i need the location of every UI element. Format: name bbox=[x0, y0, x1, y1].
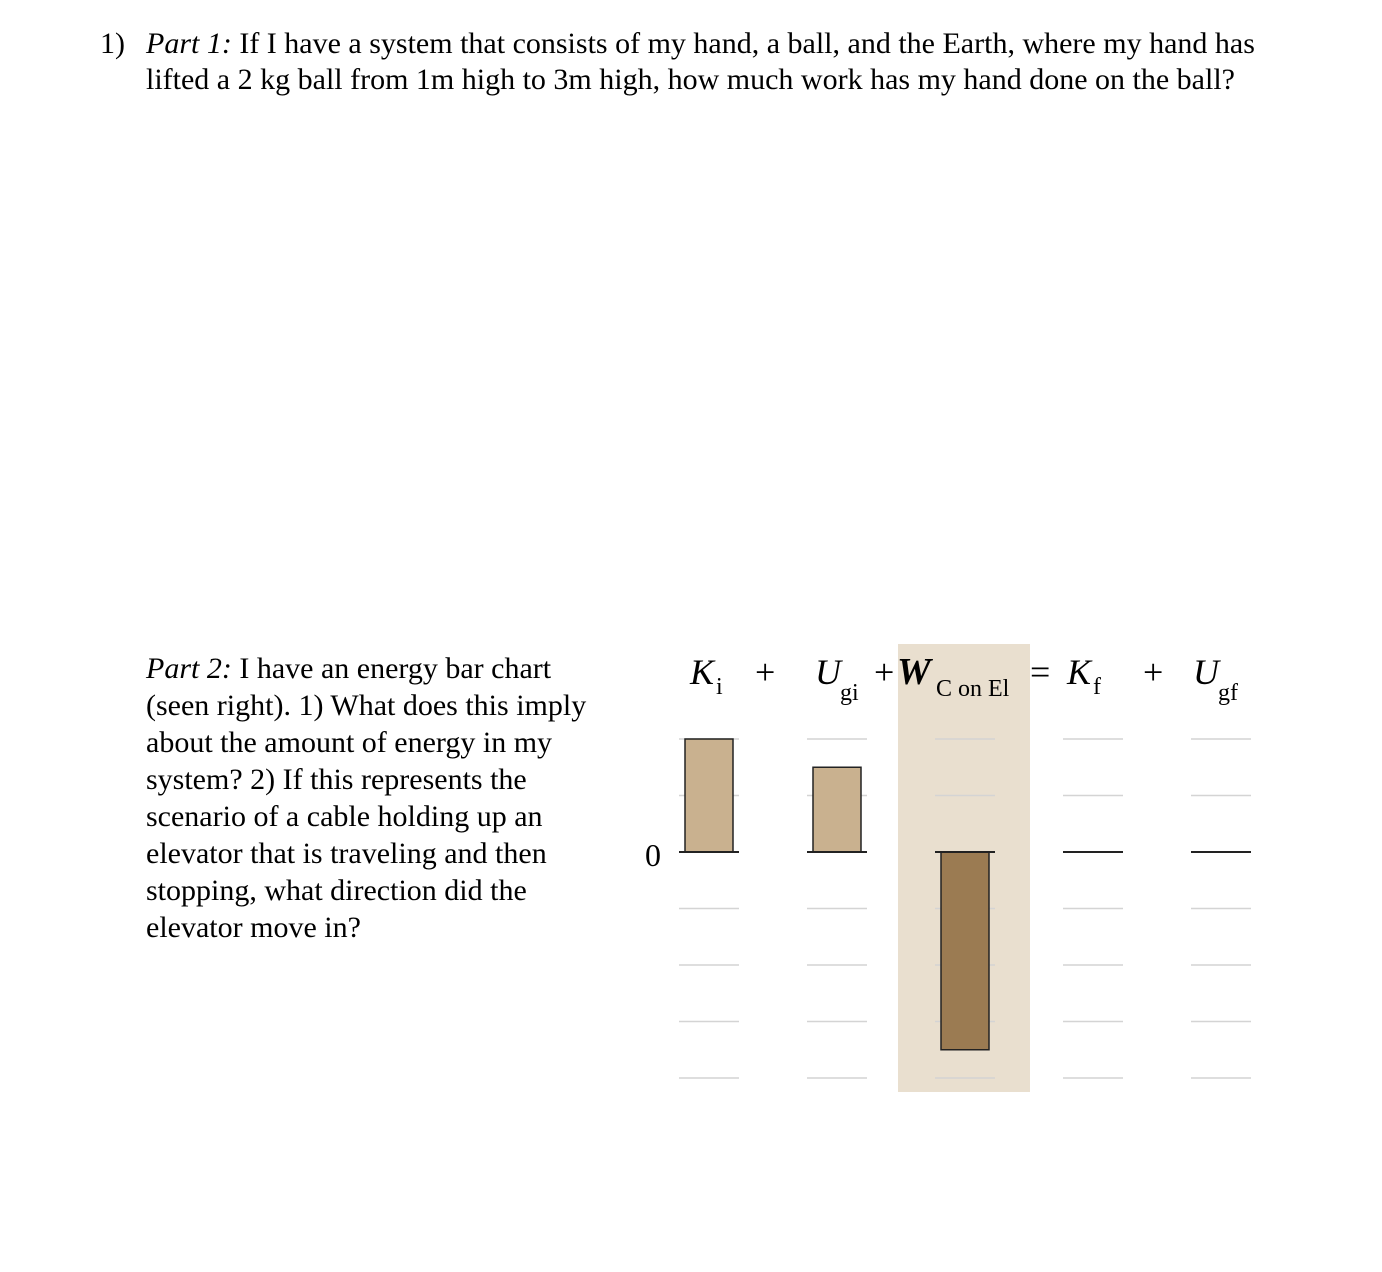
ugf-subscript: gf bbox=[1218, 680, 1238, 706]
bar-wc-on-el bbox=[941, 852, 989, 1050]
bar-ki bbox=[685, 739, 733, 852]
ki-subscript: i bbox=[716, 674, 723, 700]
ugf-symbol: U bbox=[1193, 652, 1219, 692]
question-number: 1) bbox=[100, 27, 125, 60]
part-1-text: If I have a system that consists of my hand, a ball, and the Earth, where my hand has lifted a 2 kg ball from 1m high to 3m high, how much work has my hand done on the ball? bbox=[146, 27, 1255, 96]
equals: = bbox=[1030, 652, 1051, 692]
plus-w: + bbox=[874, 652, 895, 692]
ki-symbol: K bbox=[690, 652, 715, 692]
ugi-symbol: U bbox=[815, 652, 841, 692]
w-symbol: W bbox=[897, 651, 931, 693]
ugi-subscript: gi bbox=[840, 680, 859, 706]
part-1-label: Part 1: bbox=[146, 27, 232, 60]
part-2-text: I have an energy bar chart (seen right). 1) What does this imply about the amount of energy in my system? 2) If this represents the scenario of a cable holding up an elevator that is traveling and then stopping, what direction did the elevator move in? bbox=[146, 652, 587, 944]
part-2-label: Part 2: bbox=[146, 652, 232, 685]
kf-symbol: K bbox=[1067, 652, 1092, 692]
zero-label: 0 bbox=[645, 837, 661, 873]
bar-ugi bbox=[813, 767, 861, 852]
plus-2: + bbox=[1143, 652, 1164, 692]
kf-subscript: f bbox=[1093, 674, 1101, 700]
plus-1: + bbox=[755, 652, 776, 692]
w-subscript: C on El bbox=[936, 676, 1010, 702]
